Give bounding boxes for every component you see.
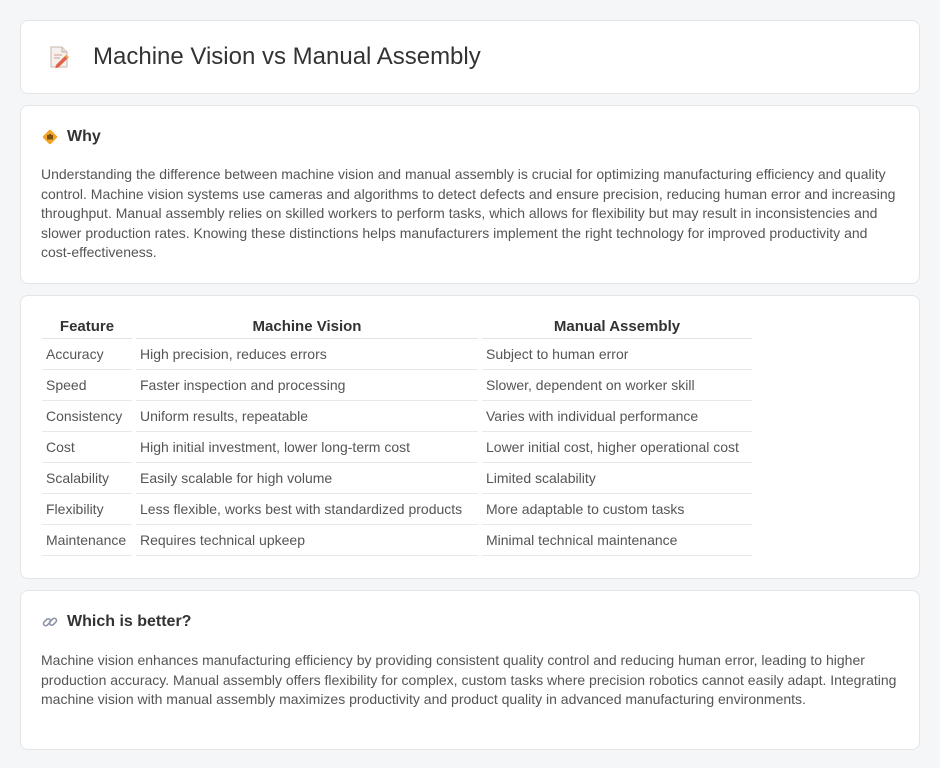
manual-assembly-cell: Limited scalability <box>482 463 752 494</box>
why-paragraph: Understanding the difference between machine vision and manual assembly is crucial for optimizing manufacturing efficiency and quality control. Machine vision systems use cameras and algorithms to detect defects and ensure precision, reducing human error and increasing throughput. Manual assembly relies on skilled workers to perform tasks, which allows for flexibility but may result in inconsistencies and slower production rates. Knowing these distinctions helps manufacturers implement the right technology for improved productivity and cost-effectiveness. <box>41 166 896 261</box>
table-row <box>42 494 752 525</box>
better-heading-row <box>41 613 899 631</box>
feature-cell: Speed <box>42 370 132 401</box>
machine-vision-cell: Easily scalable for high volume <box>136 463 478 494</box>
table-row <box>42 370 752 401</box>
comparison-table <box>38 317 756 556</box>
page-title: Machine Vision vs Manual Assembly <box>93 43 481 70</box>
feature-cell: Scalability <box>42 463 132 494</box>
better-heading: Which is better? <box>67 613 192 630</box>
manual-assembly-cell: Minimal technical maintenance <box>482 525 752 556</box>
table-row <box>42 432 752 463</box>
feature-cell: Flexibility <box>42 494 132 525</box>
feature-cell: Accuracy <box>42 339 132 370</box>
machine-vision-cell: Less flexible, works best with standardized products <box>136 494 478 525</box>
machine-vision-cell: High precision, reduces errors <box>136 339 478 370</box>
machine-vision-cell: Faster inspection and processing <box>136 370 478 401</box>
machine-vision-cell: Requires technical upkeep <box>136 525 478 556</box>
feature-cell: Consistency <box>42 401 132 432</box>
header-manual-assembly: Manual Assembly <box>482 317 752 339</box>
why-heading-row <box>41 128 899 146</box>
manual-assembly-cell: Varies with individual performance <box>482 401 752 432</box>
manual-assembly-cell: Subject to human error <box>482 339 752 370</box>
link-icon <box>41 613 59 631</box>
document-pencil-icon <box>45 43 73 71</box>
table-row <box>42 463 752 494</box>
machine-vision-cell: High initial investment, lower long-term cost <box>136 432 478 463</box>
feature-cell: Cost <box>42 432 132 463</box>
comparison-section <box>20 295 920 579</box>
feature-cell: Maintenance <box>42 525 132 556</box>
warning-sign-icon <box>41 128 59 146</box>
table-header-row <box>42 317 752 339</box>
table-row <box>42 339 752 370</box>
why-heading: Why <box>67 128 101 145</box>
table-row <box>42 401 752 432</box>
why-section <box>20 105 920 284</box>
manual-assembly-cell: Lower initial cost, higher operational cost <box>482 432 752 463</box>
header-feature: Feature <box>42 317 132 339</box>
title-card <box>20 20 920 94</box>
manual-assembly-cell: Slower, dependent on worker skill <box>482 370 752 401</box>
better-paragraph: Machine vision enhances manufacturing efficiency by providing consistent quality control and reducing human error, leading to higher production accuracy. Manual assembly offers flexibility for complex, custom tasks where precision robotics cannot easily adapt. Integrating machine vision with manual assembly maximizes productivity and product quality in advanced manufacturing environments. <box>41 652 897 708</box>
which-is-better-section <box>20 590 920 750</box>
table-row <box>42 525 752 556</box>
header-machine-vision: Machine Vision <box>136 317 478 339</box>
manual-assembly-cell: More adaptable to custom tasks <box>482 494 752 525</box>
machine-vision-cell: Uniform results, repeatable <box>136 401 478 432</box>
